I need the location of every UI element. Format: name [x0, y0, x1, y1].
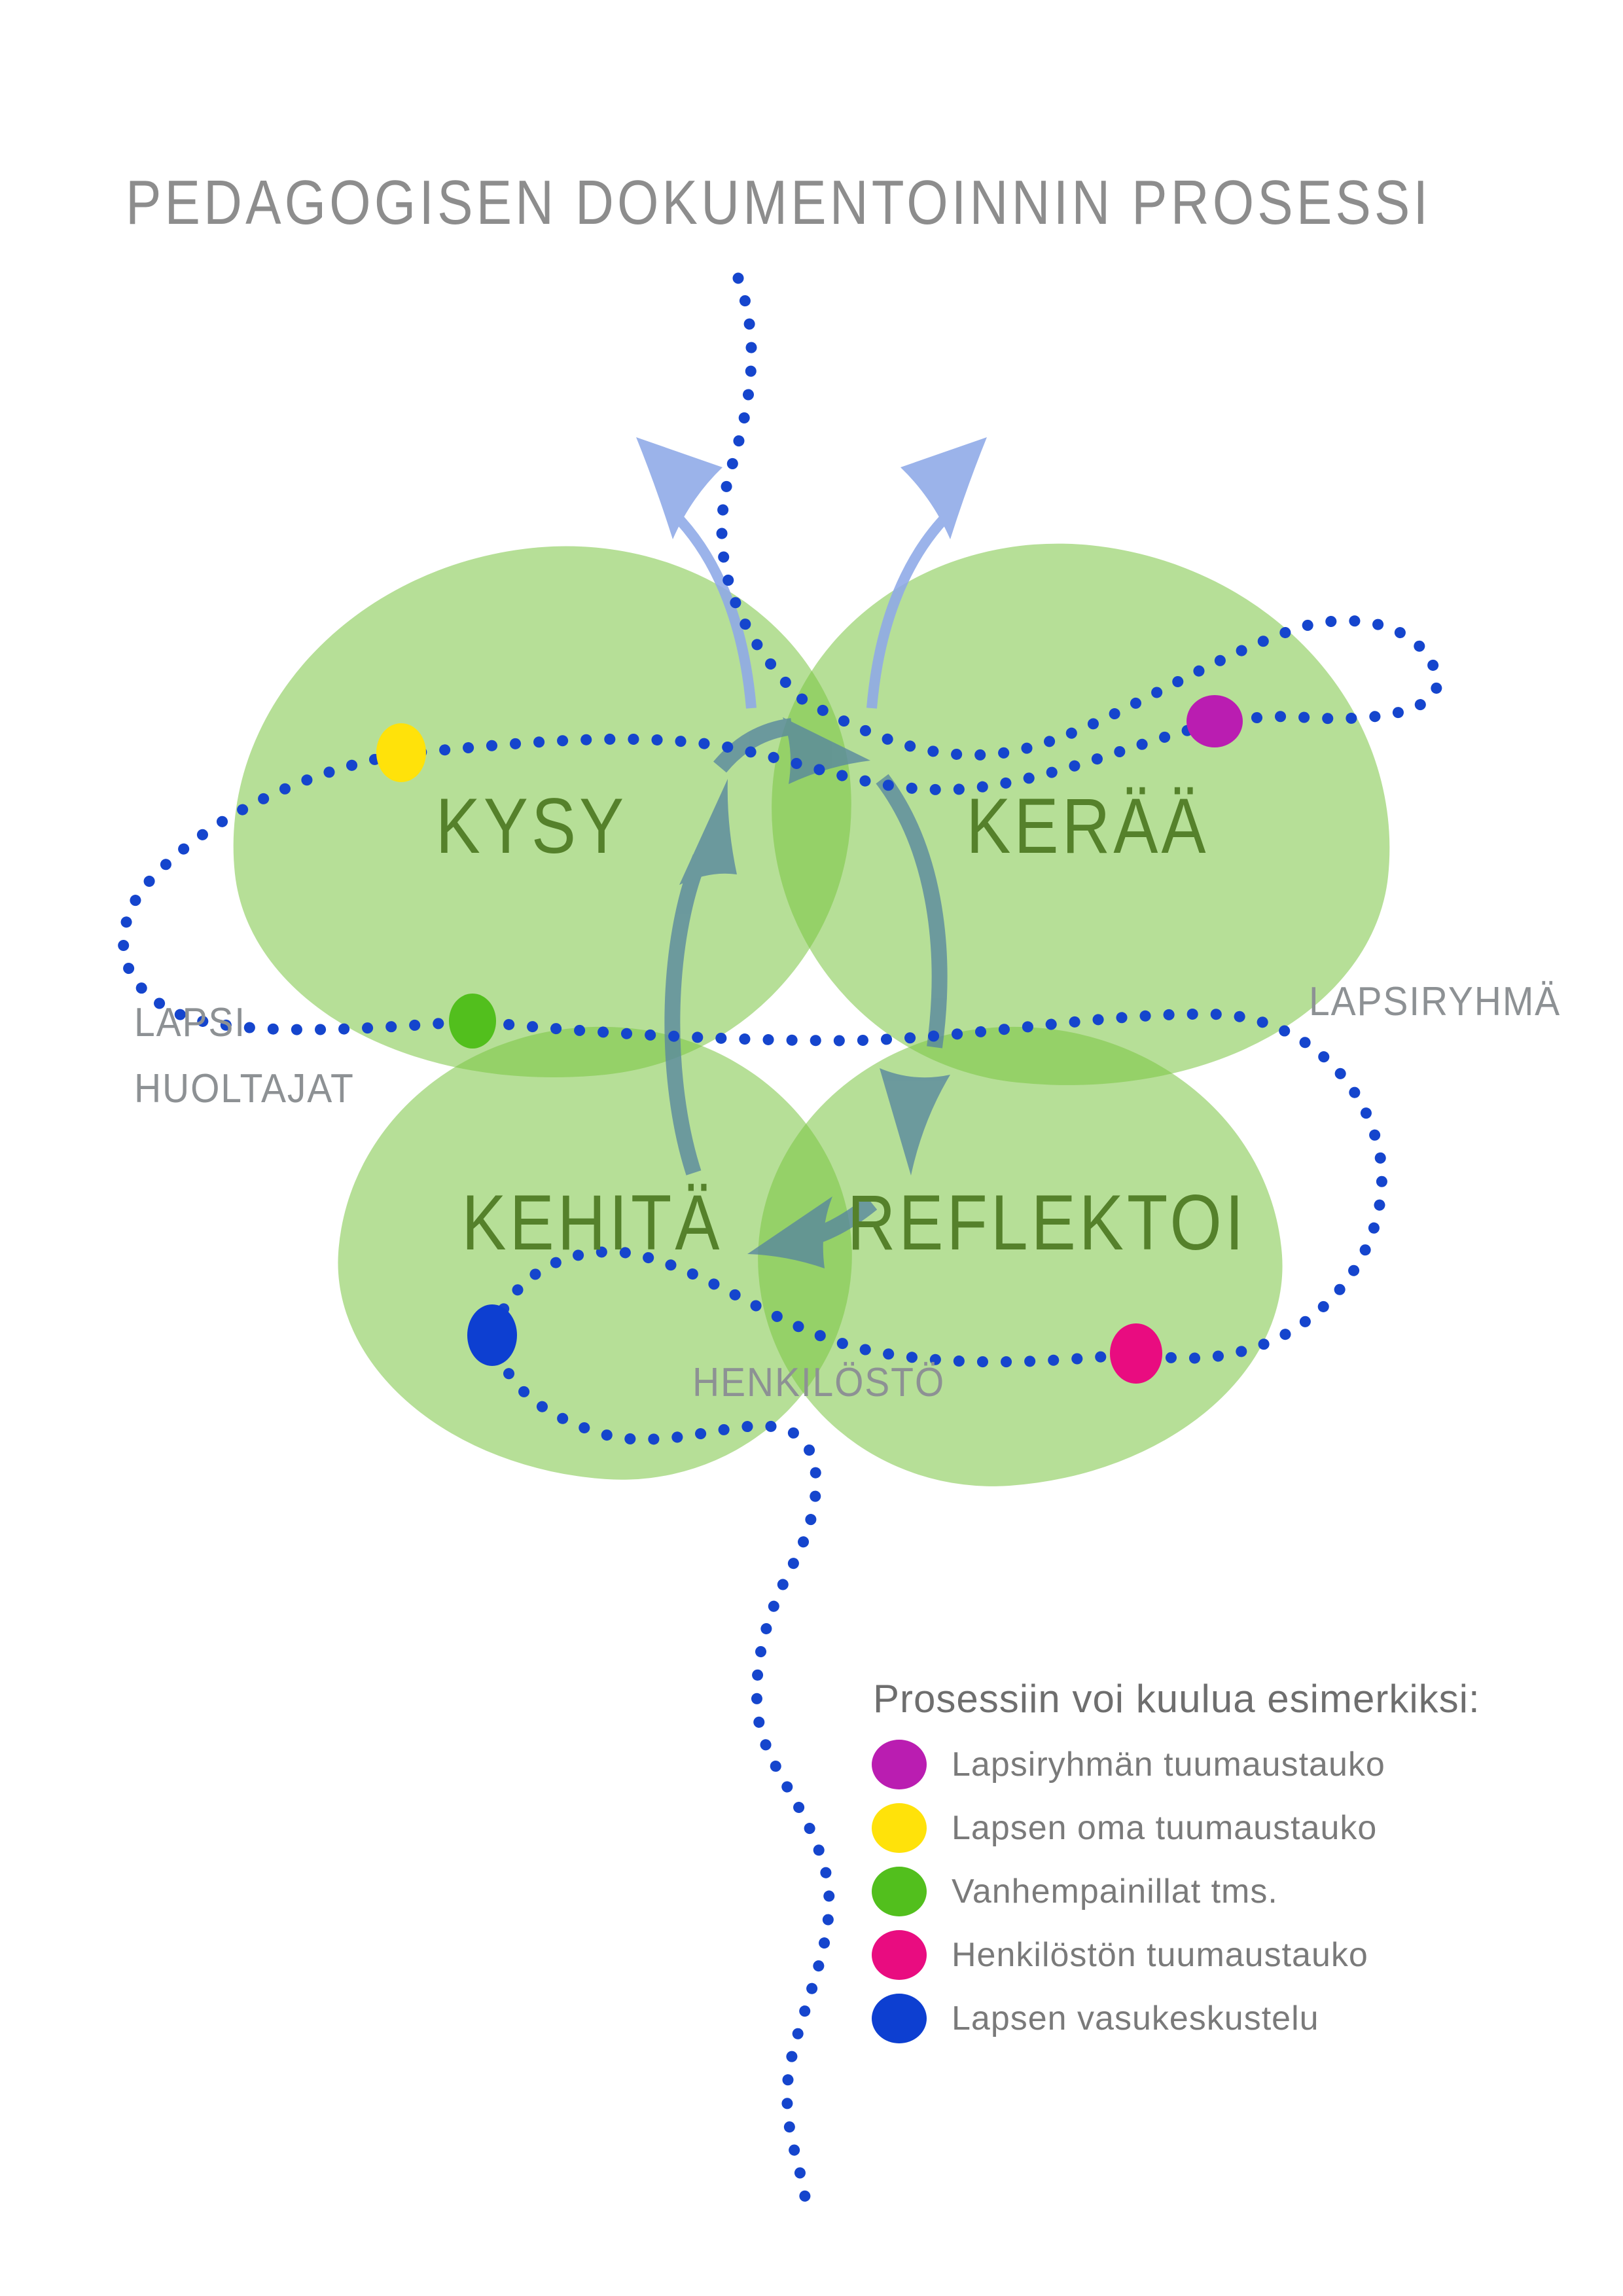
wing-label-reflektoi: REFLEKTOI	[847, 1179, 1247, 1266]
legend-item	[870, 1864, 1459, 1919]
legend-item-label: Lapsen oma tuumaustauko	[952, 1809, 1378, 1847]
label-lapsiryhma: LAPSIRYHMÄ	[1309, 979, 1561, 1024]
cycle-arrow-top-right	[720, 717, 870, 784]
legend-dot-henkiloston-tuumaustauko	[870, 1929, 928, 1981]
legend-item	[870, 1928, 1459, 1982]
cycle-arrow-left-up	[672, 779, 737, 1173]
dot-henkiloston-tuumaustauko	[1110, 1323, 1162, 1384]
legend-item-label: Lapsen vasukeskustelu	[952, 2000, 1319, 2037]
legend-item	[870, 1991, 1459, 2046]
wing-label-kysy: KYSY	[435, 782, 628, 870]
legend-item-label: Lapsiryhmän tuumaustauko	[952, 1746, 1385, 1784]
wing-label-keraa: KERÄÄ	[966, 782, 1209, 870]
cycle-arrow-right-down	[880, 779, 950, 1175]
label-huoltajat: HUOLTAJAT	[134, 1066, 355, 1111]
antenna-arrow-right	[872, 437, 987, 708]
legend-item-label: Vanhempainillat tms.	[952, 1873, 1278, 1910]
label-henkilosto: HENKILÖSTÖ	[692, 1360, 946, 1405]
legend-item	[870, 1801, 1459, 1856]
dot-vanhempainillat	[449, 994, 496, 1049]
dot-lapsiryhman-tuumaustauko	[1186, 695, 1243, 747]
dot-lapsen-oma-tuumaustauko	[376, 723, 426, 782]
legend-dot-vanhempainillat	[870, 1865, 928, 1918]
legend-item	[870, 1737, 1459, 1792]
legend-item-label: Henkilöstön tuumaustauko	[952, 1936, 1368, 1974]
label-lapsi: LAPSI	[134, 1000, 246, 1045]
legend-title: Prosessiin voi kuulua esimerkiksi:	[873, 1677, 1480, 1721]
dot-lapsen-vasukeskustelu	[467, 1304, 517, 1366]
legend-dot-lapsiryhman-tuumaustauko	[870, 1738, 928, 1791]
page-title: PEDAGOGISEN DOKUMENTOINNIN PROSESSI	[126, 168, 1432, 238]
legend-dot-lapsen-vasukeskustelu	[870, 1992, 928, 2045]
wing-label-kehita: KEHITÄ	[461, 1179, 723, 1266]
antenna-arrow-left	[636, 437, 751, 708]
legend-dot-lapsen-oma-tuumaustauko	[870, 1802, 928, 1854]
